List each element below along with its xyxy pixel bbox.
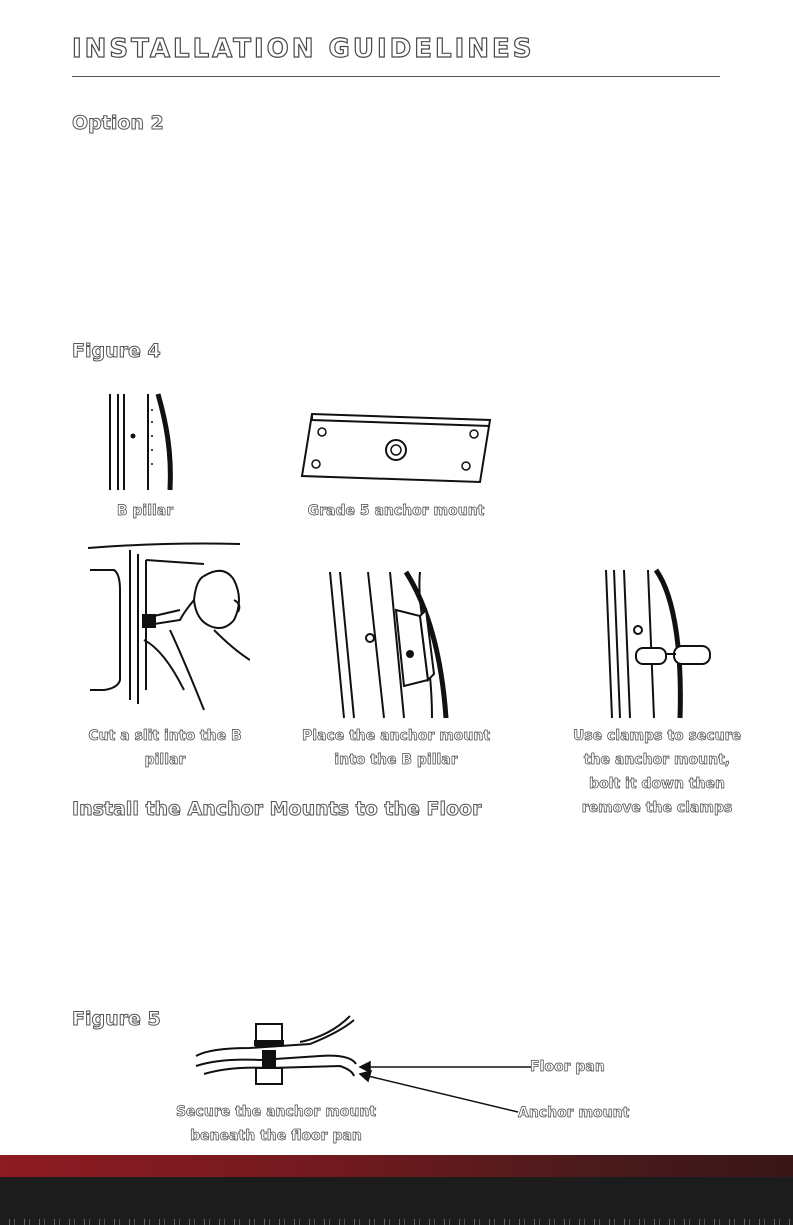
- clamps-caption-line2: the anchor mount,: [583, 752, 731, 768]
- floor-pan-label: Floor pan: [530, 1059, 605, 1075]
- figure5-heading: Figure 5: [72, 1008, 161, 1030]
- b-pillar-caption: B pillar: [116, 503, 174, 519]
- b-pillar-illustration: [100, 392, 180, 492]
- anchor-mount-plate-illustration: [298, 408, 494, 490]
- floor-install-heading: Install the Anchor Mounts to the Floor: [72, 798, 482, 820]
- clamps-caption: [562, 724, 752, 820]
- figure4-heading: Figure 4: [72, 340, 161, 362]
- option-heading: Option 2: [72, 112, 164, 134]
- floor-pan-caption-line1: Secure the anchor mount: [175, 1104, 377, 1120]
- floor-pan-caption-line2: beneath the floor pan: [190, 1128, 362, 1144]
- clamps-caption-line1: Use clamps to secure: [572, 728, 742, 744]
- footer-accent-band: [0, 1155, 793, 1177]
- clamps-illustration: [596, 568, 726, 720]
- place-anchor-caption-line1: Place the anchor mount: [301, 728, 491, 744]
- place-anchor-illustration: [320, 570, 460, 720]
- floor-pan-illustration: [190, 1014, 370, 1094]
- place-anchor-caption: [290, 724, 502, 772]
- floor-pan-caption: [160, 1100, 392, 1148]
- page-title: INSTALLATION GUIDELINES: [72, 34, 535, 64]
- cut-slit-caption: Cut a slit into the B pillar: [88, 728, 242, 768]
- place-anchor-caption-line2: into the B pillar: [334, 752, 458, 768]
- anchor-mount-label: Anchor mount: [518, 1105, 630, 1121]
- title-divider: [72, 76, 720, 77]
- cut-slit-illustration: [84, 540, 250, 712]
- footer-dot-pattern: [0, 1219, 793, 1225]
- clamps-caption-line4: remove the clamps: [581, 800, 733, 816]
- footer-bar: [0, 1177, 793, 1225]
- clamps-caption-line3: bolt it down then: [589, 776, 725, 792]
- anchor-mount-caption: Grade 5 anchor mount: [307, 503, 485, 519]
